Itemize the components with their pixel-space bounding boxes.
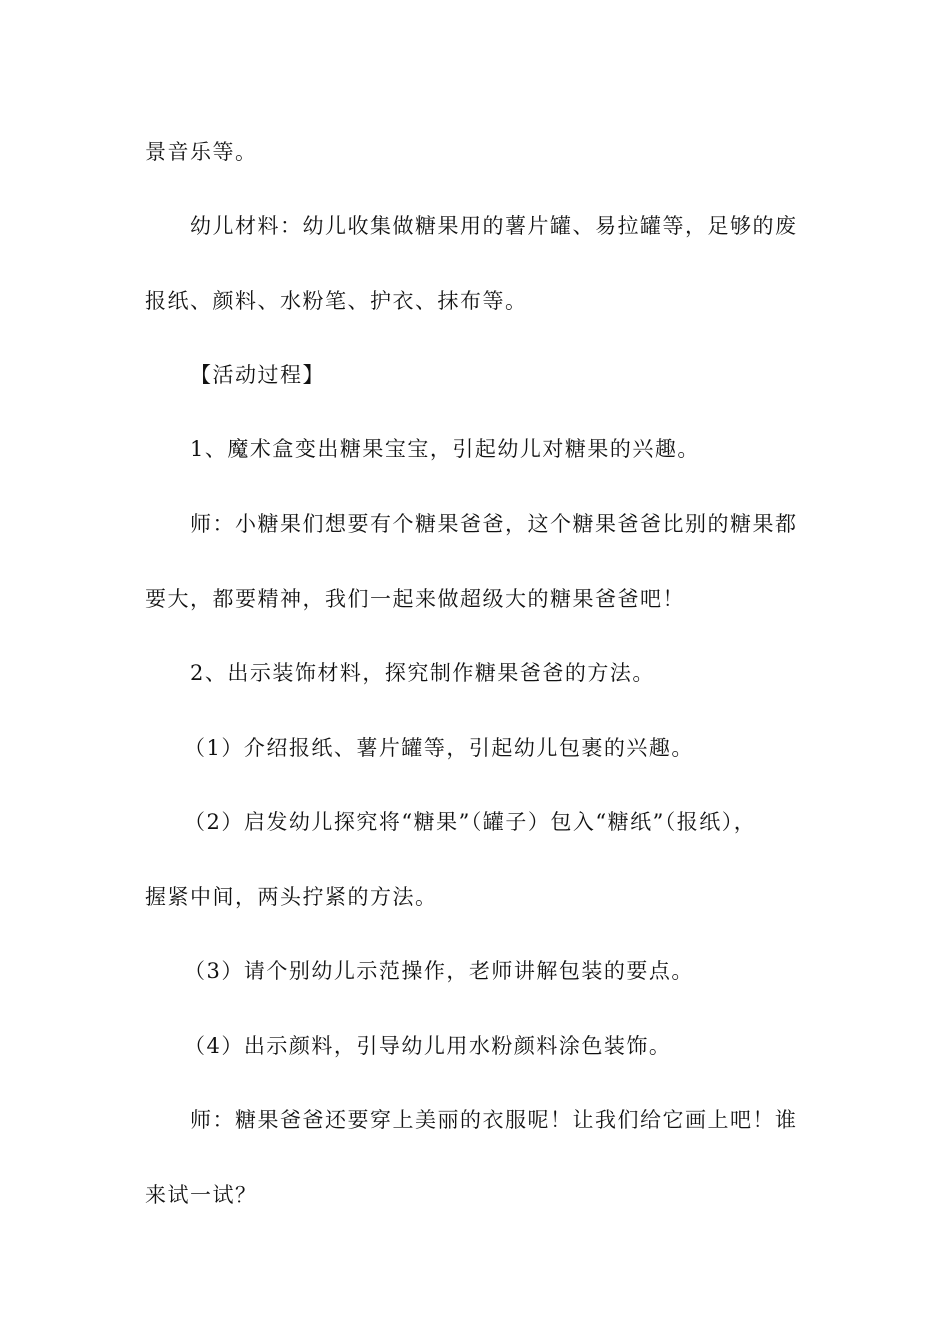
text-line-7: 要大，都要精神，我们一起来做超级大的糖果爸爸吧！ xyxy=(145,587,685,611)
text-line-8: 2、出示装饰材料，探究制作糖果爸爸的方法。 xyxy=(190,661,655,685)
text-line-13: （4）出示颜料，引导幼儿用水粉颜料涂色装饰。 xyxy=(184,1034,672,1058)
text-line-14: 师：糖果爸爸还要穿上美丽的衣服呢！让我们给它画上吧！谁 xyxy=(190,1108,798,1132)
text-line-9: （1）介绍报纸、薯片罐等，引起幼儿包裹的兴趣。 xyxy=(184,736,694,760)
text-line-3: 报纸、颜料、水粉笔、护衣、抹布等。 xyxy=(145,289,528,313)
text-line-2: 幼儿材料：幼儿收集做糖果用的薯片罐、易拉罐等，足够的废 xyxy=(190,214,798,238)
text-line-15: 来试一试？ xyxy=(145,1183,258,1207)
text-line-5: 1、魔术盒变出糖果宝宝，引起幼儿对糖果的兴趣。 xyxy=(190,437,700,461)
text-line-11: 握紧中间，两头拧紧的方法。 xyxy=(145,885,438,909)
text-line-10: （2）启发幼儿探究将“糖果”（罐子）包入“糖纸”（报纸）， xyxy=(184,810,757,834)
text-line-12: （3）请个别幼儿示范操作，老师讲解包装的要点。 xyxy=(184,959,694,983)
text-line-1: 景音乐等。 xyxy=(145,140,258,164)
section-heading: 【活动过程】 xyxy=(190,363,325,387)
text-line-6: 师：小糖果们想要有个糖果爸爸，这个糖果爸爸比别的糖果都 xyxy=(190,512,798,536)
